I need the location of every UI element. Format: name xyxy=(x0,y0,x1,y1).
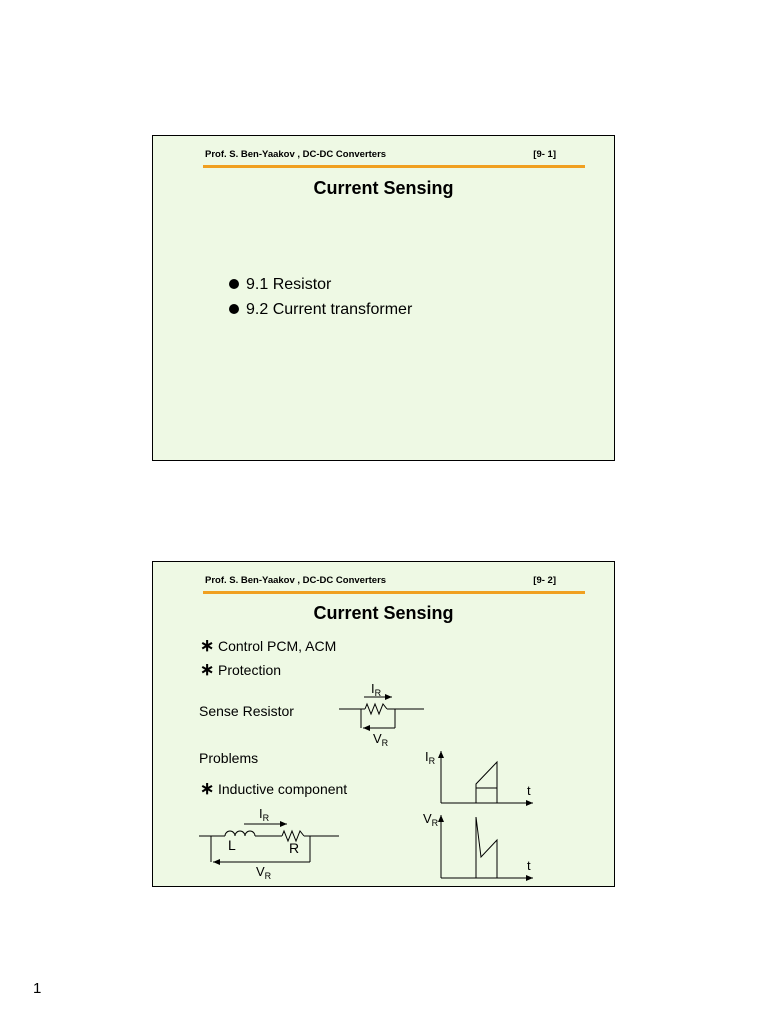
circuit-diagrams xyxy=(153,562,614,886)
vr-label: $V_R$ xyxy=(373,731,389,748)
bullet-item xyxy=(229,272,412,297)
vr-waveform xyxy=(423,811,533,878)
vr-axis-label: $V_R$ xyxy=(423,811,439,828)
slide-number: [9- 1] xyxy=(533,149,556,160)
ir-label: $I_R$ xyxy=(259,806,270,823)
sense-resistor-diagram xyxy=(339,681,424,748)
ir-axis-label: $I_R$ xyxy=(425,749,436,766)
bullet-dot-icon xyxy=(229,304,239,314)
header-author: Prof. S. Ben-Yaakov , DC-DC Converters xyxy=(205,575,387,586)
slide-9-2 xyxy=(152,561,615,887)
ir-label: $I_R$ xyxy=(371,681,382,698)
problems-label: Problems xyxy=(199,750,259,766)
resistor-zigzag xyxy=(365,704,387,714)
bullet-text: 9.1 Resistor xyxy=(246,276,332,293)
slide-number: [9- 2] xyxy=(533,575,556,586)
ir-trace xyxy=(441,762,533,803)
inductor-label: L xyxy=(228,837,236,853)
bullet-text: 9.2 Current transformer xyxy=(246,301,413,318)
slide-9-1 xyxy=(152,135,615,461)
inductive-component-diagram xyxy=(199,806,339,881)
inductor-coil xyxy=(225,831,255,836)
slide-title: Current Sensing xyxy=(313,603,454,623)
bullet-list xyxy=(229,272,412,322)
header-rule xyxy=(203,165,585,168)
star-item-text: Control PCM, ACM xyxy=(218,638,337,654)
time-label: t xyxy=(527,783,531,798)
header-author: Prof. S. Ben-Yaakov , DC-DC Converters xyxy=(205,149,387,160)
sense-resistor-label: Sense Resistor xyxy=(199,703,294,719)
ir-waveform xyxy=(425,749,533,803)
asterisk-icon: ∗ xyxy=(200,779,215,798)
page-number: 1 xyxy=(33,980,42,997)
bullet-item xyxy=(229,297,412,322)
star-item-text: Inductive component xyxy=(218,781,348,797)
time-label: t xyxy=(527,858,531,873)
asterisk-icon: ∗ xyxy=(200,660,215,679)
slide-title: Current Sensing xyxy=(313,178,454,198)
asterisk-icon: ∗ xyxy=(200,636,215,655)
bullet-dot-icon xyxy=(229,279,239,289)
vr-trace xyxy=(441,817,533,878)
resistor-label: R xyxy=(289,840,300,856)
vr-label: $V_R$ xyxy=(256,864,272,881)
star-item-text: Protection xyxy=(218,662,282,678)
